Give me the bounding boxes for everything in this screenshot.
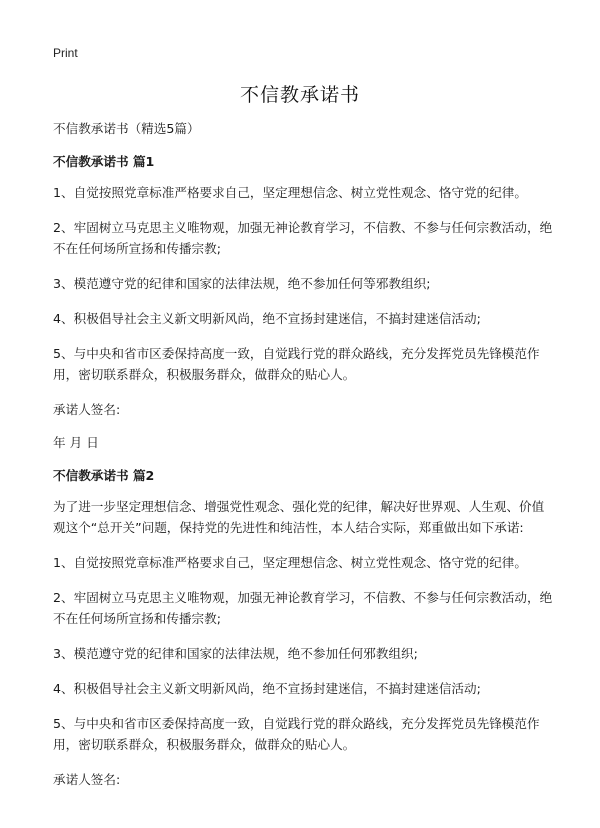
paragraph: 2、牢固树立马克思主义唯物观，加强无神论教育学习，不信教、不参与任何宗教活动，绝不在任何场所宣扬和传播宗教; [53,590,553,626]
print-label: Print [53,46,78,60]
paragraph: 5、与中央和省市区委保持高度一致，自觉践行党的群众路线，充分发挥党员先锋模范作用，密切联系群众，积极服务群众，做群众的贴心人。 [53,346,540,382]
section-2 [53,465,553,790]
paragraph: 2、牢固树立马克思主义唯物观，加强无神论教育学习，不信教、不参与任何宗教活动，绝不在任何场所宣扬和传播宗教; [53,220,553,256]
section-1 [53,151,553,453]
date-line: 年 月 日 [53,435,99,450]
document-subtitle: 不信教承诺书（精选5篇） [53,121,200,136]
paragraph: 4、积极倡导社会主义新文明新风尚，绝不宣扬封建迷信，不搞封建迷信活动; [53,681,481,696]
paragraph: 4、积极倡导社会主义新文明新风尚，绝不宣扬封建迷信，不搞封建迷信活动; [53,311,481,326]
signature-line: 承诺人签名: [53,402,121,417]
paragraph: 为了进一步坚定理想信念、增强党性观念、强化党的纪律，解决好世界观、人生观、价值观这个“总开关”问题，保持党的先进性和纯洁性，本人结合实际，郑重做出如下承诺: [53,499,545,535]
paragraph: 3、模范遵守党的纪律和国家的法律法规，绝不参加任何邪教组织; [53,646,418,661]
document-body [53,118,553,802]
signature-line: 承诺人签名: [53,772,121,787]
section-heading: 不信教承诺书 篇1 [53,154,155,169]
paragraph: 1、自觉按照党章标准严格要求自己，坚定理想信念、树立党性观念、恪守党的纪律。 [53,555,527,570]
paragraph: 5、与中央和省市区委保持高度一致，自觉践行党的群众路线，充分发挥党员先锋模范作用，密切联系群众，积极服务群众，做群众的贴心人。 [53,716,540,752]
paragraph: 3、模范遵守党的纪律和国家的法律法规，绝不参加任何等邪教组织; [53,276,431,291]
section-heading: 不信教承诺书 篇2 [53,468,155,483]
page-title: 不信教承诺书 [239,84,360,106]
paragraph: 1、自觉按照党章标准严格要求自己，坚定理想信念、树立党性观念、恪守党的纪律。 [53,185,527,200]
